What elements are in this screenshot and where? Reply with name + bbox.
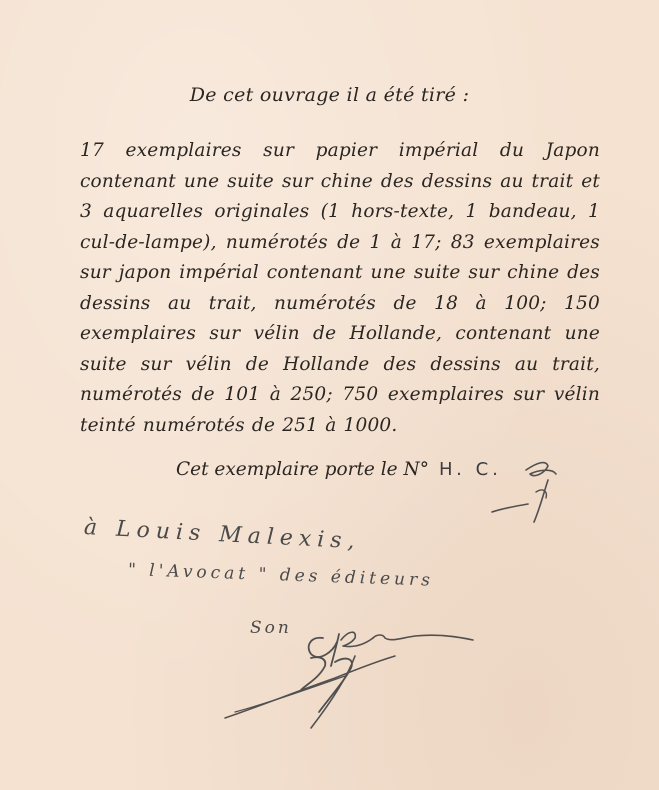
- dedication-line-2: " l'Avocat " des éditeurs: [127, 560, 435, 591]
- author-signature-icon: [215, 600, 515, 750]
- copy-number-value: H. C.: [438, 459, 502, 480]
- dedication-line-1: à Louis Malexis,: [83, 515, 362, 555]
- initials-signature-icon: [486, 452, 576, 532]
- dedication-signoff: Son: [250, 618, 292, 638]
- colophon-heading: De cet ouvrage il a été tiré :: [189, 84, 470, 106]
- copy-number-line: [176, 459, 502, 480]
- copy-number-label: Cet exemplaire porte le N°: [176, 459, 429, 480]
- colophon-text: 17 exemplaires sur papier impérial du Japon contenant une suite sur chine des dessins au trait et 3 aquarelles originales (1 hors-texte, 1 bandeau, 1 cul-de-lampe), numérotés de 1 à 17; 83 exemplaires sur japon impérial contenant une suite sur chine des dessins au trait, numérotés de 18 à 100; 150 exemplaires sur vélin de Hollande, contenant une suite sur vélin de Hollande des dessins au trait, numérotés de 101 à 250; 750 exemplaires sur vélin teinté numérotés de 251 à 1000.: [80, 140, 600, 436]
